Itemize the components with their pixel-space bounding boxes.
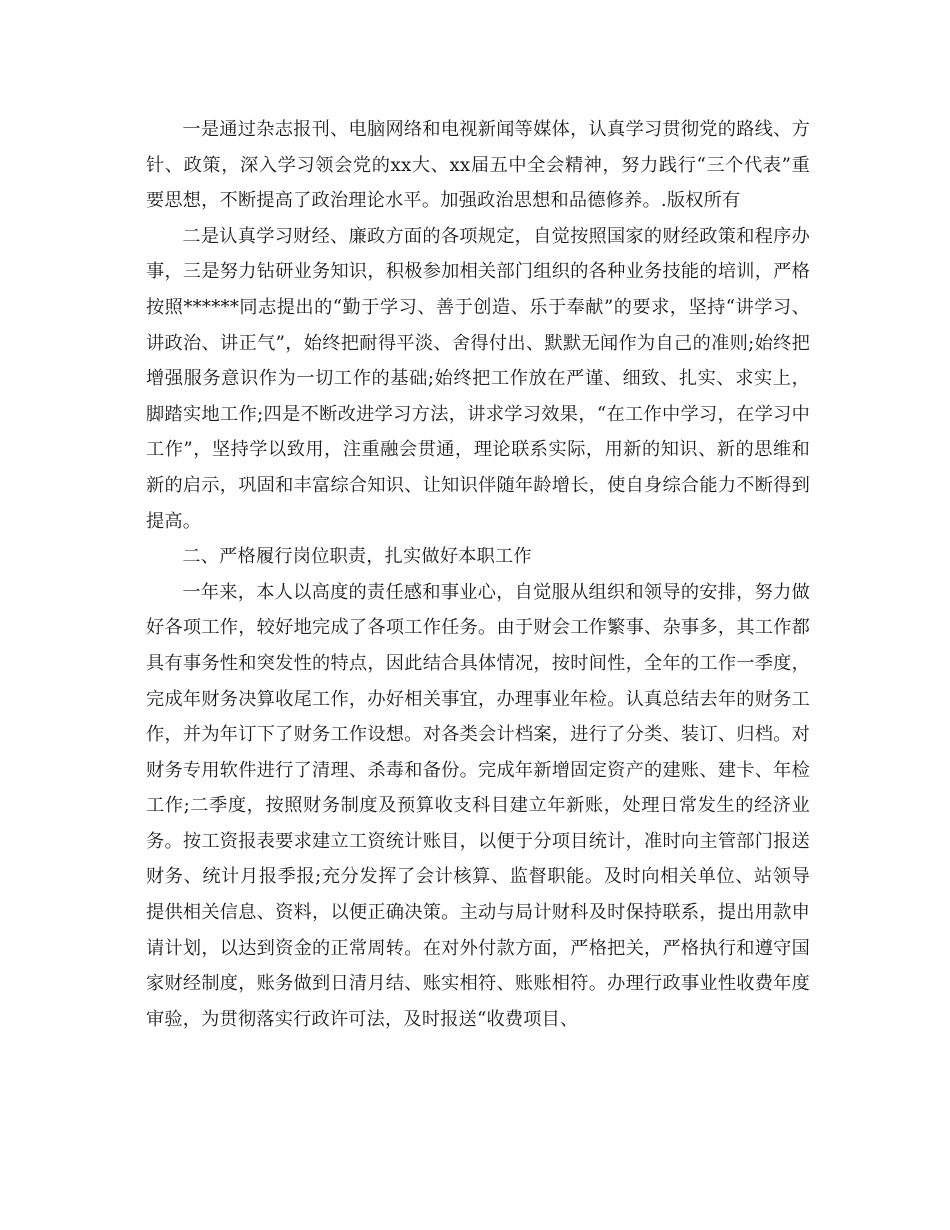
- paragraph-work-summary: 一年来，本人以高度的责任感和事业心，自觉服从组织和领导的安排，努力做好各项工作，较好地完成了各项工作任务。由于财会工作繁事、杂事多，其工作都具有事务性和突发性的特点，因此结合具体情况，按时间性，全年的工作一季度，完成年财务决算收尾工作，办好相关事宜，办理事业年检。认真总结去年的财务工作，并为年订下了财务工作设想。对各类会计档案，进行了分类、装订、归档。对财务专用软件进行了清理、杀毒和备份。完成年新增固定资产的建账、建卡、年检工作;二季度，按照财务制度及预算收支科目建立年新账，处理日常发生的经济业务。按工资报表要求建立工资统计账目，以便于分项目统计，准时向主管部门报送财务、统计月报季报;充分发挥了会计核算、监督职能。及时向相关单位、站领导提供相关信息、资料，以便正确决策。主动与局计财科及时保持联系，提出用款申请计划，以达到资金的正常周转。在对外付款方面，严格把关，严格执行和遵守国家财经制度，账务做到日清月结、账实相符、账账相符。办理行政事业性收费年度审验，为贯彻落实行政许可法，及时报送“收费项目、: [146, 581, 810, 1030]
- section-heading-duties: 二、严格履行岗位职责，扎实做好本职工作: [182, 546, 532, 568]
- paragraph-study-finance: 二是认真学习财经、廉政方面的各项规定，自觉按照国家的财经政策和程序办事，三是努力钻研业务知识，积极参加相关部门组织的各种业务技能的培训，严格按照******同志提出的“勤于学习、善于创造、乐于奉献”的要求，坚持“讲学习、讲政治、讲正气”，始终把耐得平淡、舍得付出、默默无闻作为自己的准则;始终把增强服务意识作为一切工作的基础;始终把工作放在严谨、细致、扎实、求实上，脚踏实地工作;四是不断改进学习方法，讲求学习效果，“在工作中学习，在学习中工作”，坚持学以致用，注重融会贯通，理论联系实际，用新的知识、新的思维和新的启示，巩固和丰富综合知识、让知识伴随年龄增长，使自身综合能力不断得到提高。: [146, 225, 810, 532]
- document-body: [146, 112, 810, 1037]
- paragraph-study-media: 一是通过杂志报刊、电脑网络和电视新闻等媒体，认真学习贯彻党的路线、方针、政策，深入学习领会党的xx大、xx届五中全会精神，努力践行“三个代表”重要思想，不断提高了政治理论水平。加强政治思想和品德修养。.版权所有: [146, 119, 810, 212]
